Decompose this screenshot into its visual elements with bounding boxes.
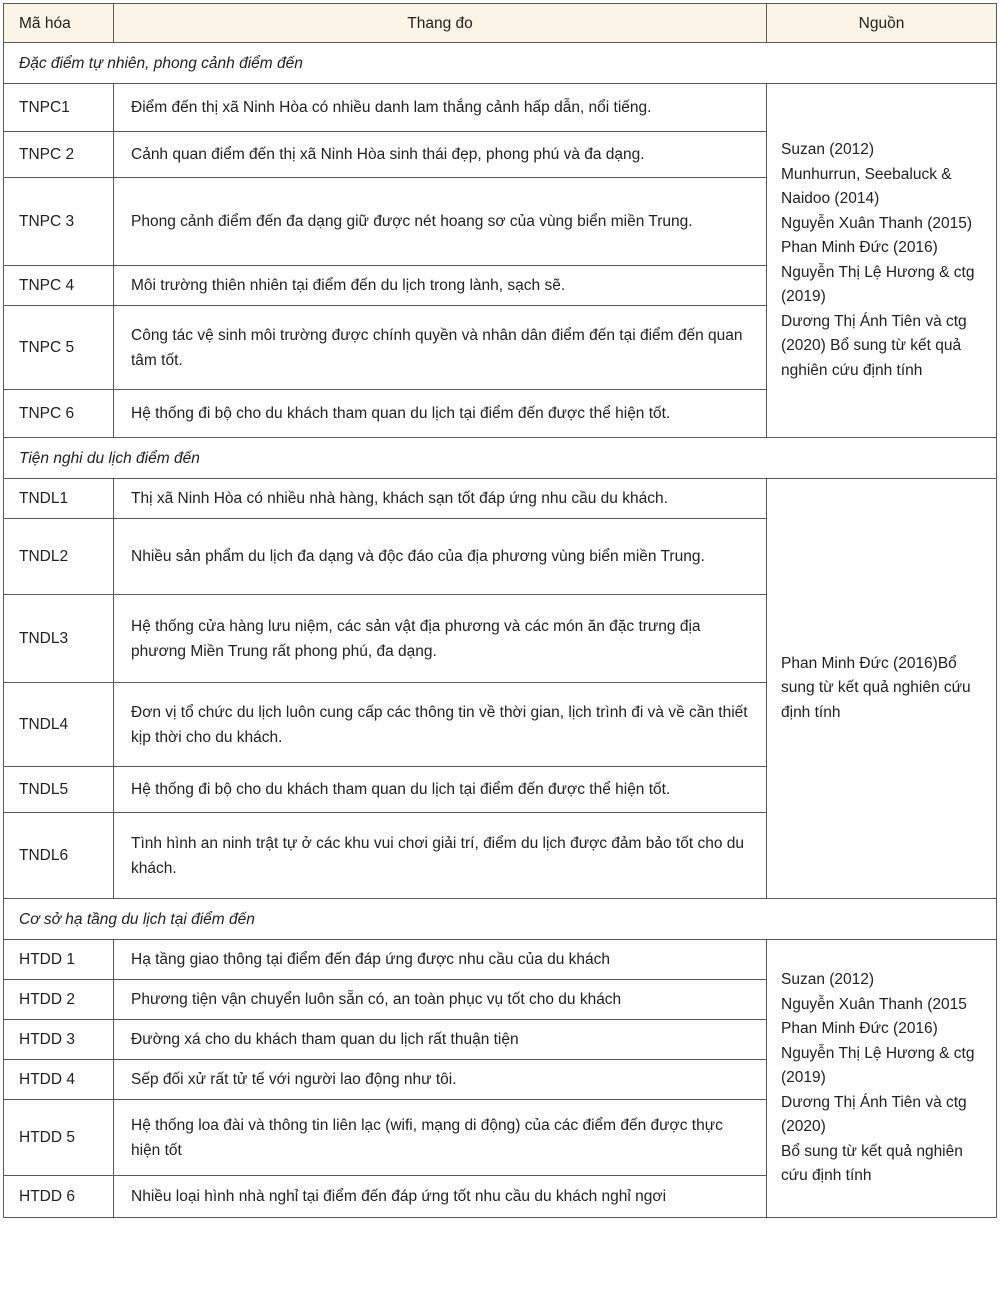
- source-line: Nguyễn Thị Lệ Hương & ctg (2019): [781, 263, 975, 305]
- item-code: TNPC 4: [4, 266, 114, 306]
- item-code: TNDL4: [4, 683, 114, 767]
- table-row: [4, 479, 997, 519]
- source-line: Nguyễn Thị Lệ Hương & ctg (2019): [781, 1044, 975, 1087]
- item-scale: Công tác vệ sinh môi trường được chính quyền và nhân dân điểm đến tại điểm đến quan tâm tốt.: [114, 306, 767, 390]
- source-line: Munhurrun, Seebaluck & Naidoo (2014): [781, 165, 952, 207]
- header-code: Mã hóa: [4, 4, 114, 43]
- item-scale: Thị xã Ninh Hòa có nhiều nhà hàng, khách sạn tốt đáp ứng nhu cầu du khách.: [114, 479, 767, 519]
- measurement-scale-table: [3, 3, 997, 1218]
- item-scale: Phương tiện vận chuyển luôn sẵn có, an toàn phục vụ tốt cho du khách: [114, 980, 767, 1020]
- item-code: TNPC1: [4, 84, 114, 132]
- section-title: Tiện nghi du lịch điểm đến: [4, 438, 997, 479]
- item-code: TNDL6: [4, 813, 114, 899]
- table-row: [4, 940, 997, 980]
- item-scale: Hệ thống đi bộ cho du khách tham quan du lịch tại điểm đến được thể hiện tốt.: [114, 390, 767, 438]
- item-code: TNPC 3: [4, 178, 114, 266]
- item-scale: Tình hình an ninh trật tự ở các khu vui chơi giải trí, điểm du lịch được đảm bảo tốt cho du khách.: [114, 813, 767, 899]
- item-scale: Nhiều sản phẩm du lịch đa dạng và độc đáo của địa phương vùng biển miền Trung.: [114, 519, 767, 595]
- item-code: HTDD 2: [4, 980, 114, 1020]
- source-line: Phan Minh Đức (2016): [781, 239, 938, 256]
- table-header-row: [4, 4, 997, 43]
- item-scale: Hệ thống cửa hàng lưu niệm, các sản vật địa phương và các món ăn đặc trưng địa phương Miền Trung rất phong phú, đa dạng.: [114, 595, 767, 683]
- item-code: HTDD 6: [4, 1176, 114, 1218]
- item-scale: Môi trường thiên nhiên tại điểm đến du lịch trong lành, sạch sẽ.: [114, 266, 767, 306]
- item-code: TNPC 2: [4, 132, 114, 178]
- section-row: [4, 438, 997, 479]
- source-cell: [767, 479, 997, 899]
- item-scale: Đường xá cho du khách tham quan du lịch rất thuận tiện: [114, 1020, 767, 1060]
- item-scale: Đơn vị tổ chức du lịch luôn cung cấp các thông tin về thời gian, lịch trình đi và về cần thiết kịp thời cho du khách.: [114, 683, 767, 767]
- item-code: TNDL2: [4, 519, 114, 595]
- source-line: Dương Thị Ánh Tiên và ctg (2020) Bổ sung từ kết quả nghiên cứu định tính: [781, 312, 967, 379]
- source-cell: [767, 940, 997, 1218]
- source-line: Phan Minh Đức (2016): [781, 1020, 938, 1038]
- item-code: TNPC 5: [4, 306, 114, 390]
- item-code: HTDD 1: [4, 940, 114, 980]
- item-scale: Hệ thống đi bộ cho du khách tham quan du lịch tại điểm đến được thể hiện tốt.: [114, 767, 767, 813]
- item-scale: Phong cảnh điểm đến đa dạng giữ được nét hoang sơ của vùng biển miền Trung.: [114, 178, 767, 266]
- source-cell: [767, 84, 997, 438]
- item-code: HTDD 4: [4, 1060, 114, 1100]
- item-scale: Nhiều loại hình nhà nghỉ tại điểm đến đáp ứng tốt nhu cầu du khách nghỉ ngơi: [114, 1176, 767, 1218]
- header-source: Nguồn: [767, 4, 997, 43]
- section-title: Đặc điểm tự nhiên, phong cảnh điểm đến: [4, 43, 997, 84]
- item-scale: Hệ thống loa đài và thông tin liên lạc (wifi, mạng di động) của các điểm đến được thực hiện tốt: [114, 1100, 767, 1176]
- header-scale: Thang đo: [114, 4, 767, 43]
- item-scale: Cảnh quan điểm đến thị xã Ninh Hòa sinh thái đẹp, phong phú và đa dạng.: [114, 132, 767, 178]
- item-scale: Sếp đối xử rất tử tế với người lao động như tôi.: [114, 1060, 767, 1100]
- item-code: HTDD 3: [4, 1020, 114, 1060]
- source-line: Bổ sung từ kết quả nghiên cứu định tính: [781, 1142, 963, 1185]
- source-line: Dương Thị Ánh Tiên và ctg (2020): [781, 1093, 967, 1136]
- source-line: Nguyễn Xuân Thanh (2015): [781, 214, 973, 232]
- item-scale: Hạ tầng giao thông tại điểm đến đáp ứng được nhu cầu của du khách: [114, 940, 767, 980]
- item-scale: Điểm đến thị xã Ninh Hòa có nhiều danh lam thắng cảnh hấp dẫn, nổi tiếng.: [114, 84, 767, 132]
- item-code: TNDL3: [4, 595, 114, 683]
- section-row: [4, 899, 997, 940]
- source-line: Suzan (2012): [781, 141, 875, 158]
- source-line: Suzan (2012): [781, 971, 875, 989]
- section-row: [4, 43, 997, 84]
- table-row: [4, 84, 997, 132]
- item-code: TNPC 6: [4, 390, 114, 438]
- section-title: Cơ sở hạ tầng du lịch tại điểm đến: [4, 899, 997, 940]
- item-code: TNDL1: [4, 479, 114, 519]
- item-code: HTDD 5: [4, 1100, 114, 1176]
- source-line: Phan Minh Đức (2016)Bổ sung từ kết quả nghiên cứu định tính: [781, 654, 971, 721]
- item-code: TNDL5: [4, 767, 114, 813]
- source-line: Nguyễn Xuân Thanh (2015: [781, 995, 967, 1013]
